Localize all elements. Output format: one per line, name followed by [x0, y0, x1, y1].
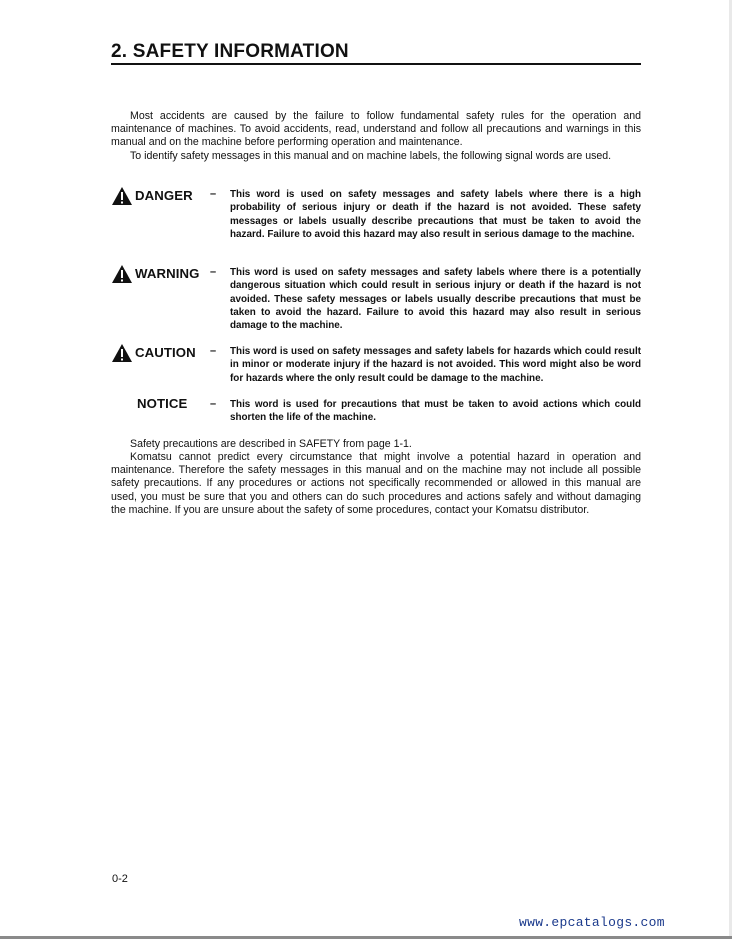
intro-paragraph: Most accidents are caused by the failure to follow fundamental safety rules for the operation and maintenance of machines. To avoid accidents, read, understand and follow all precautions and warnings in this manual and on the machine before performing operation and maintenance. [111, 110, 641, 149]
signal-label-danger [111, 186, 193, 206]
signal-label-caution [111, 343, 196, 363]
intro-signal-words-paragraph: To identify safety messages in this manual and on machine labels, the following signal words are used. [130, 150, 612, 162]
watermark-link[interactable]: www.epcatalogs.com [519, 915, 665, 930]
warning-triangle-icon [111, 186, 133, 206]
signal-label-notice [111, 396, 187, 412]
signal-word-danger: DANGER [135, 188, 193, 203]
signal-description-caution: This word is used on safety messages and safety labels for hazards which could result in minor or moderate injury if the hazard is not avoided. This word might also be word for hazards where the only result could be damage to the machine. [230, 346, 641, 384]
page-title: 2. SAFETY INFORMATION [111, 41, 349, 62]
safety-reference-paragraph: Safety precautions are described in SAFETY from page 1-1. [130, 438, 412, 450]
signal-description-warning: This word is used on safety messages and safety labels where there is a potentially dangerous situation which could result in serious injury or death if the hazard is not avoided. These safety messages or labels usually describe precautions that must be taken to avoid the hazard. Failure to avoid this hazard may also result in serious damage to the machine. [230, 267, 641, 332]
signal-word-caution: CAUTION [135, 345, 196, 360]
signal-label-warning [111, 264, 199, 284]
signal-description-danger: This word is used on safety messages and safety labels where there is a high probability of serious injury or death if the hazard is not avoided. These safety messages or labels usually describe precautions that must be taken to avoid the hazard. Failure to avoid this hazard may also result in serious damage to the machine. [230, 189, 641, 240]
komatsu-disclaimer-paragraph: Komatsu cannot predict every circumstance that might involve a potential hazard in operation and maintenance. Therefore the safety messages in this manual and on the machine may not include all possible safety precautions. If any procedures or actions not specifically recommended or allowed in this manual are used, you must be sure that you and others can do such procedures and actions safely and without damaging the machine. If you are unsure about the safety of some procedures, contact your Komatsu distributor. [111, 451, 641, 516]
signal-word-warning: WARNING [135, 266, 200, 281]
warning-triangle-icon [111, 264, 133, 284]
signal-dash: – [210, 398, 217, 410]
page-number: 0-2 [112, 873, 128, 885]
signal-dash: – [210, 345, 217, 357]
signal-dash: – [210, 188, 217, 200]
signal-description-notice: This word is used for precautions that must be taken to avoid actions which could shorten the life of the machine. [230, 399, 641, 424]
signal-word-notice: NOTICE [137, 396, 188, 411]
title-underline [111, 63, 641, 65]
warning-triangle-icon [111, 343, 133, 363]
signal-dash: – [210, 266, 217, 278]
